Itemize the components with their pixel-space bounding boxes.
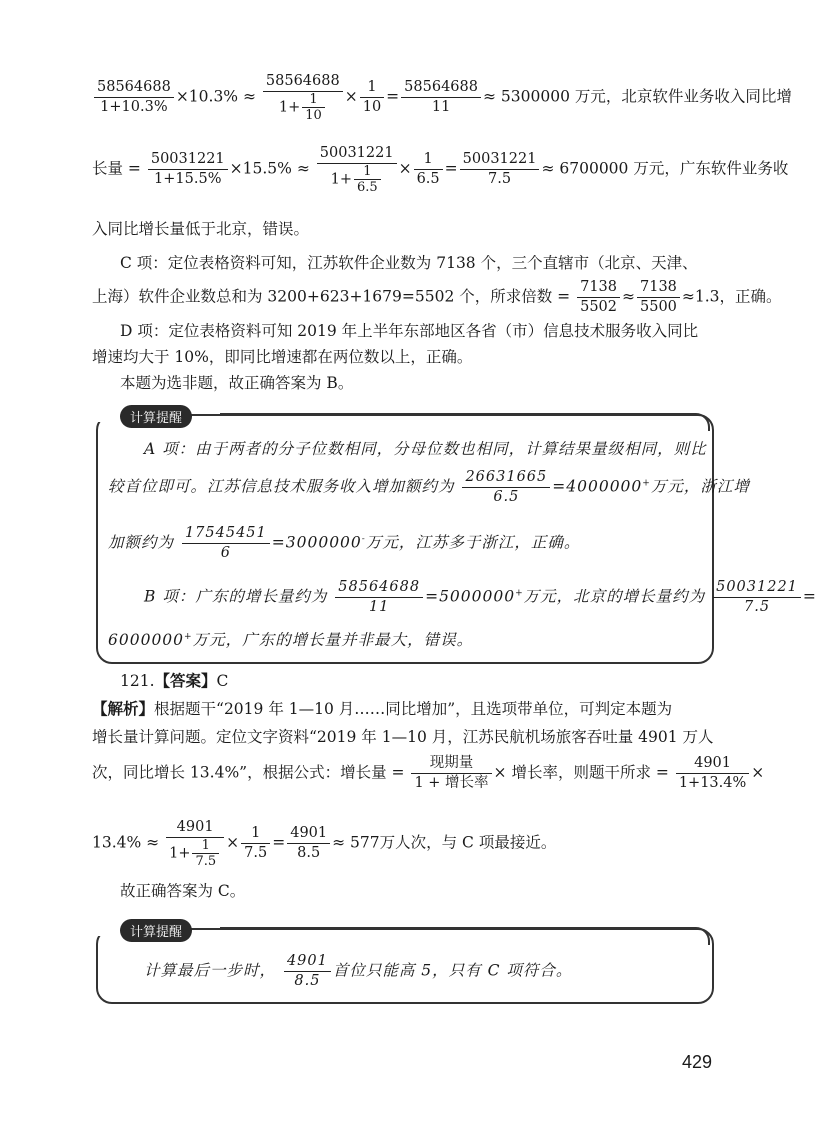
analysis-line-1: 【解析】根据题干“2019 年 1—10 月……同比增加”，且选项带单位，可判定本题为: [92, 699, 673, 718]
tip1-a-line-1: A 项：由于两者的分子位数相同，分母位数也相同，计算结果量级相同，则比: [144, 440, 707, 458]
fraction: $\frac{7138}{5500}$: [637, 278, 680, 317]
tip-label-1: 计算提醒: [120, 405, 192, 428]
fraction: 50031221 1+ $\frac{1}{6.5}$: [317, 144, 397, 195]
fraction: $\frac{1}{10}$: [360, 78, 384, 117]
fraction: $\frac{1}{6.5}$: [414, 150, 443, 189]
question-121-answer: 121.【答案】C: [120, 671, 229, 690]
fraction: $\frac{4901}{8.5}$: [287, 824, 330, 863]
tip-divider: [220, 413, 690, 415]
fraction: $\frac{7138}{5502}$: [577, 278, 620, 317]
tip1-b-line-2: 6000000+万元，广东的增长量并非最大，错误。: [108, 631, 474, 650]
option-d-text-2: 增速均大于 10%，即同比增速都在两位数以上，正确。: [92, 348, 473, 366]
tip1-b-line-1: B 项：广东的增长量约为 $\frac{58564688}{11}$ =5000000+万元，北京的增长量约为 $\frac{50031221}{7.5}$ =: [144, 579, 817, 615]
analysis-formula-1: 次，同比增长 13.4%”，根据公式：增长量 = $\frac{\text{现期量}}{\text{1 + 增长率}}$ × 增长率，则题干所求 = $\frac{4901}{1+13.4\%}$ ×: [92, 755, 765, 791]
fraction: $\frac{17545451}{6}$: [182, 524, 270, 563]
analysis-line-2: 增长量计算问题。定位文字资料“2019 年 1—10 月，江苏民航机场旅客吞吐量 4901 万人: [92, 728, 714, 746]
tip-label-2: 计算提醒: [120, 919, 192, 942]
fraction: $\frac{26631665}{6.5}$: [462, 468, 550, 507]
fraction: $\frac{50031221}{1+15.5\%}$: [148, 150, 228, 189]
fraction: $\frac{50031221}{7.5}$: [460, 150, 540, 189]
page-number: 429: [681, 1052, 712, 1072]
tip1-a-line-3: 加额约为 $\frac{17545451}{6}$ =3000000-万元，江苏多于浙江，正确。: [108, 525, 581, 561]
fraction: 58564688 1+ $\frac{1}{10}$: [263, 72, 343, 123]
tip1-a-line-2: 较首位即可。江苏信息技术服务收入增加额约为 $\frac{26631665}{6.5}$ =4000000+万元，浙江增: [108, 469, 750, 505]
formula-line-2: 长量 = $\frac{50031221}{1+15.5\%}$ ×15.5% ≈ 50031221 1+ $\frac{1}{6.5}$ × $\frac{1}{6.5}$ = $\frac{50031221}{7.5}$ ≈ 6700000 万元，广东软件业务收: [92, 145, 789, 195]
fraction: 4901 1+ $\frac{1}{7.5}$: [166, 818, 224, 869]
option-c-formula: 上海）软件企业数总和为 3200+623+1679=5502 个，所求倍数 = $\frac{7138}{5502}$ ≈ $\frac{7138}{5500}$ ≈1.3，正确。: [92, 279, 782, 315]
option-d-text: D 项：定位表格资料可知 2019 年上半年东部地区各省（市）信息技术服务收入同比: [120, 322, 699, 340]
option-c-text: C 项：定位表格资料可知，江苏软件企业数为 7138 个，三个直辖市（北京、天津、: [120, 254, 698, 272]
fraction: $\frac{1}{7.5}$: [241, 824, 270, 863]
fraction: $\frac{4901}{1+13.4\%}$: [676, 754, 749, 793]
tip2-line: 计算最后一步时， $\frac{4901}{8.5}$ 首位只能高 5，只有 C 项符合。: [144, 953, 573, 989]
fraction: $\frac{50031221}{7.5}$: [713, 578, 801, 617]
fraction: $\frac{58564688}{11}$: [401, 78, 481, 117]
analysis-formula-2: 13.4% ≈ 4901 1+ $\frac{1}{7.5}$ × $\frac{1}{7.5}$ = $\frac{4901}{8.5}$ ≈ 577万人次，与 C 项最接近。: [92, 819, 557, 869]
formula-line-1: $\frac{58564688}{1+10.3\%}$ ×10.3% ≈ 58564688 1+ $\frac{1}{10}$ × $\frac{1}{10}$ = $\frac{58564688}{11}$ ≈ 5300000 万元，北京软件业务收入同比增: [92, 72, 714, 123]
answer-line: 本题为选非题，故正确答案为 B。: [120, 374, 354, 392]
tip-divider-2: [220, 927, 690, 929]
fraction: $\frac{58564688}{1+10.3\%}$: [94, 78, 174, 117]
body-text: 入同比增长量低于北京，错误。: [92, 220, 310, 238]
answer-line-2: 故正确答案为 C。: [120, 882, 246, 900]
fraction: $\frac{\text{现期量}}{\text{1 + 增长率}}$: [411, 754, 491, 793]
fraction: $\frac{4901}{8.5}$: [284, 952, 331, 991]
fraction: $\frac{58564688}{11}$: [335, 578, 423, 617]
